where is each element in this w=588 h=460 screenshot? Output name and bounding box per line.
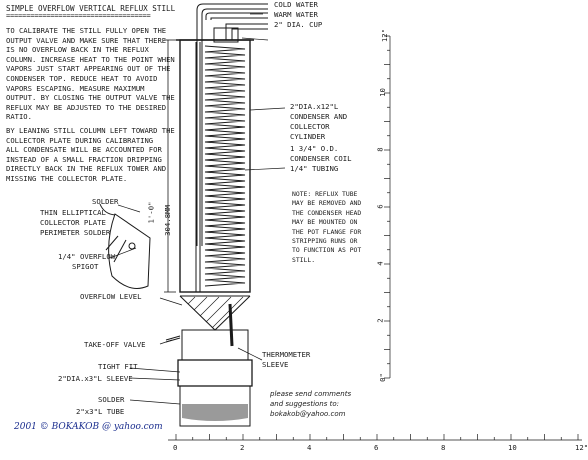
collector-plate-label-1: THIN ELLIPTICAL xyxy=(40,208,106,217)
cup-label: 2" DIA. CUP xyxy=(274,20,323,29)
instruction-line: REFLUX MAY BE ADJUSTED TO THE DESIRED xyxy=(6,102,167,112)
dimension-feet: 1'-0" xyxy=(146,201,156,224)
note-line: MAY BE REMOVED AND xyxy=(292,199,362,208)
solder-label: SOLDER xyxy=(92,197,119,206)
coil-label-2: CONDENSER COIL xyxy=(290,154,352,163)
right-ruler-label: 2 xyxy=(375,318,385,323)
instruction-line: MISSING THE COLLECTOR PLATE. xyxy=(6,174,128,183)
bottom-ruler-label: 2 xyxy=(240,443,245,452)
spigot-label-2: SPIGOT xyxy=(72,262,99,271)
bottom-ruler-label: 0 xyxy=(173,443,178,452)
instruction-line: VAPORS JUST START APPEARING OUT OF THE xyxy=(6,64,171,74)
bottom-ruler-label: 4 xyxy=(307,443,312,452)
instruction-line: RATIO. xyxy=(6,112,32,122)
solder2-label: SOLDER xyxy=(98,395,125,404)
title-underline: ==================================== xyxy=(6,12,151,20)
coil-label-1: 1 3/4" O.D. xyxy=(290,144,339,153)
instruction-line: TO CALIBRATE THE STILL FULLY OPEN THE xyxy=(6,26,167,35)
right-ruler-label: 4 xyxy=(375,261,385,266)
collector-plate-label-3: PERIMETER SOLDER xyxy=(40,228,111,237)
coil-label-3: 1/4" TUBING xyxy=(290,164,339,173)
signature: 2001 © BOKAKOB @ yahoo.com xyxy=(14,422,163,432)
condenser-label-2: CONDENSER AND xyxy=(290,112,348,121)
take-off-valve-label: TAKE-OFF VALVE xyxy=(84,340,146,349)
instruction-line: OUTPUT. BY CLOSING THE OUTPUT VALVE THE xyxy=(6,93,175,103)
note-line: THE POT FLANGE FOR xyxy=(292,227,362,236)
thermometer-label-1: THERMOMETER xyxy=(262,350,311,359)
note-line: NOTE: REFLUX TUBE xyxy=(292,190,358,198)
right-ruler-label: 10 xyxy=(377,88,387,97)
right-ruler-label: 0" xyxy=(377,373,387,382)
note-line: STRIPPING RUNS OR xyxy=(292,237,358,245)
note-line: THE CONDENSER HEAD xyxy=(292,208,362,217)
condenser-coil xyxy=(205,46,245,286)
dimension-mm: 304.8MM xyxy=(162,205,172,236)
warm-water-label: WARM WATER xyxy=(274,10,318,19)
contact-line: and suggestions to: xyxy=(270,400,339,408)
instruction-line: COLUMN. INCREASE HEAT TO THE POINT WHEN xyxy=(6,54,175,64)
note-line: STILL. xyxy=(292,255,316,264)
instruction-line: OUTPUT VALVE AND MAKE SURE THAT THERE xyxy=(6,35,167,45)
instruction-line: IS NO OVERFLOW BACK IN THE REFLUX xyxy=(6,45,149,55)
sleeve-label: 2"DIA.x3"L SLEEVE xyxy=(58,374,133,383)
instruction-line: BY LEANING STILL COLUMN LEFT TOWARD THE xyxy=(6,126,175,135)
bottom-ruler-label: 12" xyxy=(575,443,588,452)
instruction-line: COLLECTOR PLATE DURING CALIBRATING xyxy=(6,135,154,145)
instruction-line: INSTEAD OF A SMALL FRACTION DRIPPING xyxy=(6,154,162,164)
bottom-ruler-label: 10 xyxy=(508,443,517,452)
bottom-ruler-label: 6 xyxy=(374,443,379,452)
condenser-cylinder xyxy=(180,40,250,292)
instruction-line: ALL CONDENSATE WILL BE ACCOUNTED FOR xyxy=(6,145,162,155)
contact-line: please send comments xyxy=(270,390,352,398)
instruction-line: CONDENSER TOP. REDUCE HEAT TO AVOID xyxy=(6,74,158,83)
cold-water-label: COLD WATER xyxy=(274,0,318,9)
note-line: MAY BE MOUNTED ON xyxy=(292,218,358,227)
right-ruler-label: 12" xyxy=(380,28,390,43)
collector-plate-label-2: COLLECTOR PLATE xyxy=(40,218,106,227)
thermometer-label-2: SLEEVE xyxy=(262,360,289,369)
bottom-ruler-label: 8 xyxy=(441,443,446,452)
sleeve xyxy=(178,360,252,386)
reflux-tube xyxy=(182,330,248,360)
instruction-line: VAPORS ESCAPING. MEASURE MAXIMUM xyxy=(6,83,145,93)
tight-fit-label: TIGHT FIT xyxy=(98,362,138,371)
contact-line: bokakob@yahoo.com xyxy=(270,410,346,418)
tube-label: 2"x3"L TUBE xyxy=(76,407,125,416)
condenser-label-3: COLLECTOR xyxy=(290,122,330,131)
right-ruler-label: 8 xyxy=(375,147,385,152)
coil-path xyxy=(205,46,245,286)
overflow-level-label: OVERFLOW LEVEL xyxy=(80,292,142,301)
spigot-label-1: 1/4" OVERFLOW xyxy=(58,252,116,261)
right-ruler-label: 6 xyxy=(375,204,385,209)
condenser-label-1: 2"DIA.x12"L xyxy=(290,102,339,111)
condenser-label-4: CYLINDER xyxy=(290,132,326,141)
bottom-ruler xyxy=(168,434,582,440)
instruction-line: DIRECTLY BACK IN THE REFLUX TOWER AND xyxy=(6,164,167,174)
diagram-title: SIMPLE OVERFLOW VERTICAL REFLUX STILL xyxy=(6,4,176,13)
note-line: TO FUNCTION AS POT xyxy=(292,246,362,255)
